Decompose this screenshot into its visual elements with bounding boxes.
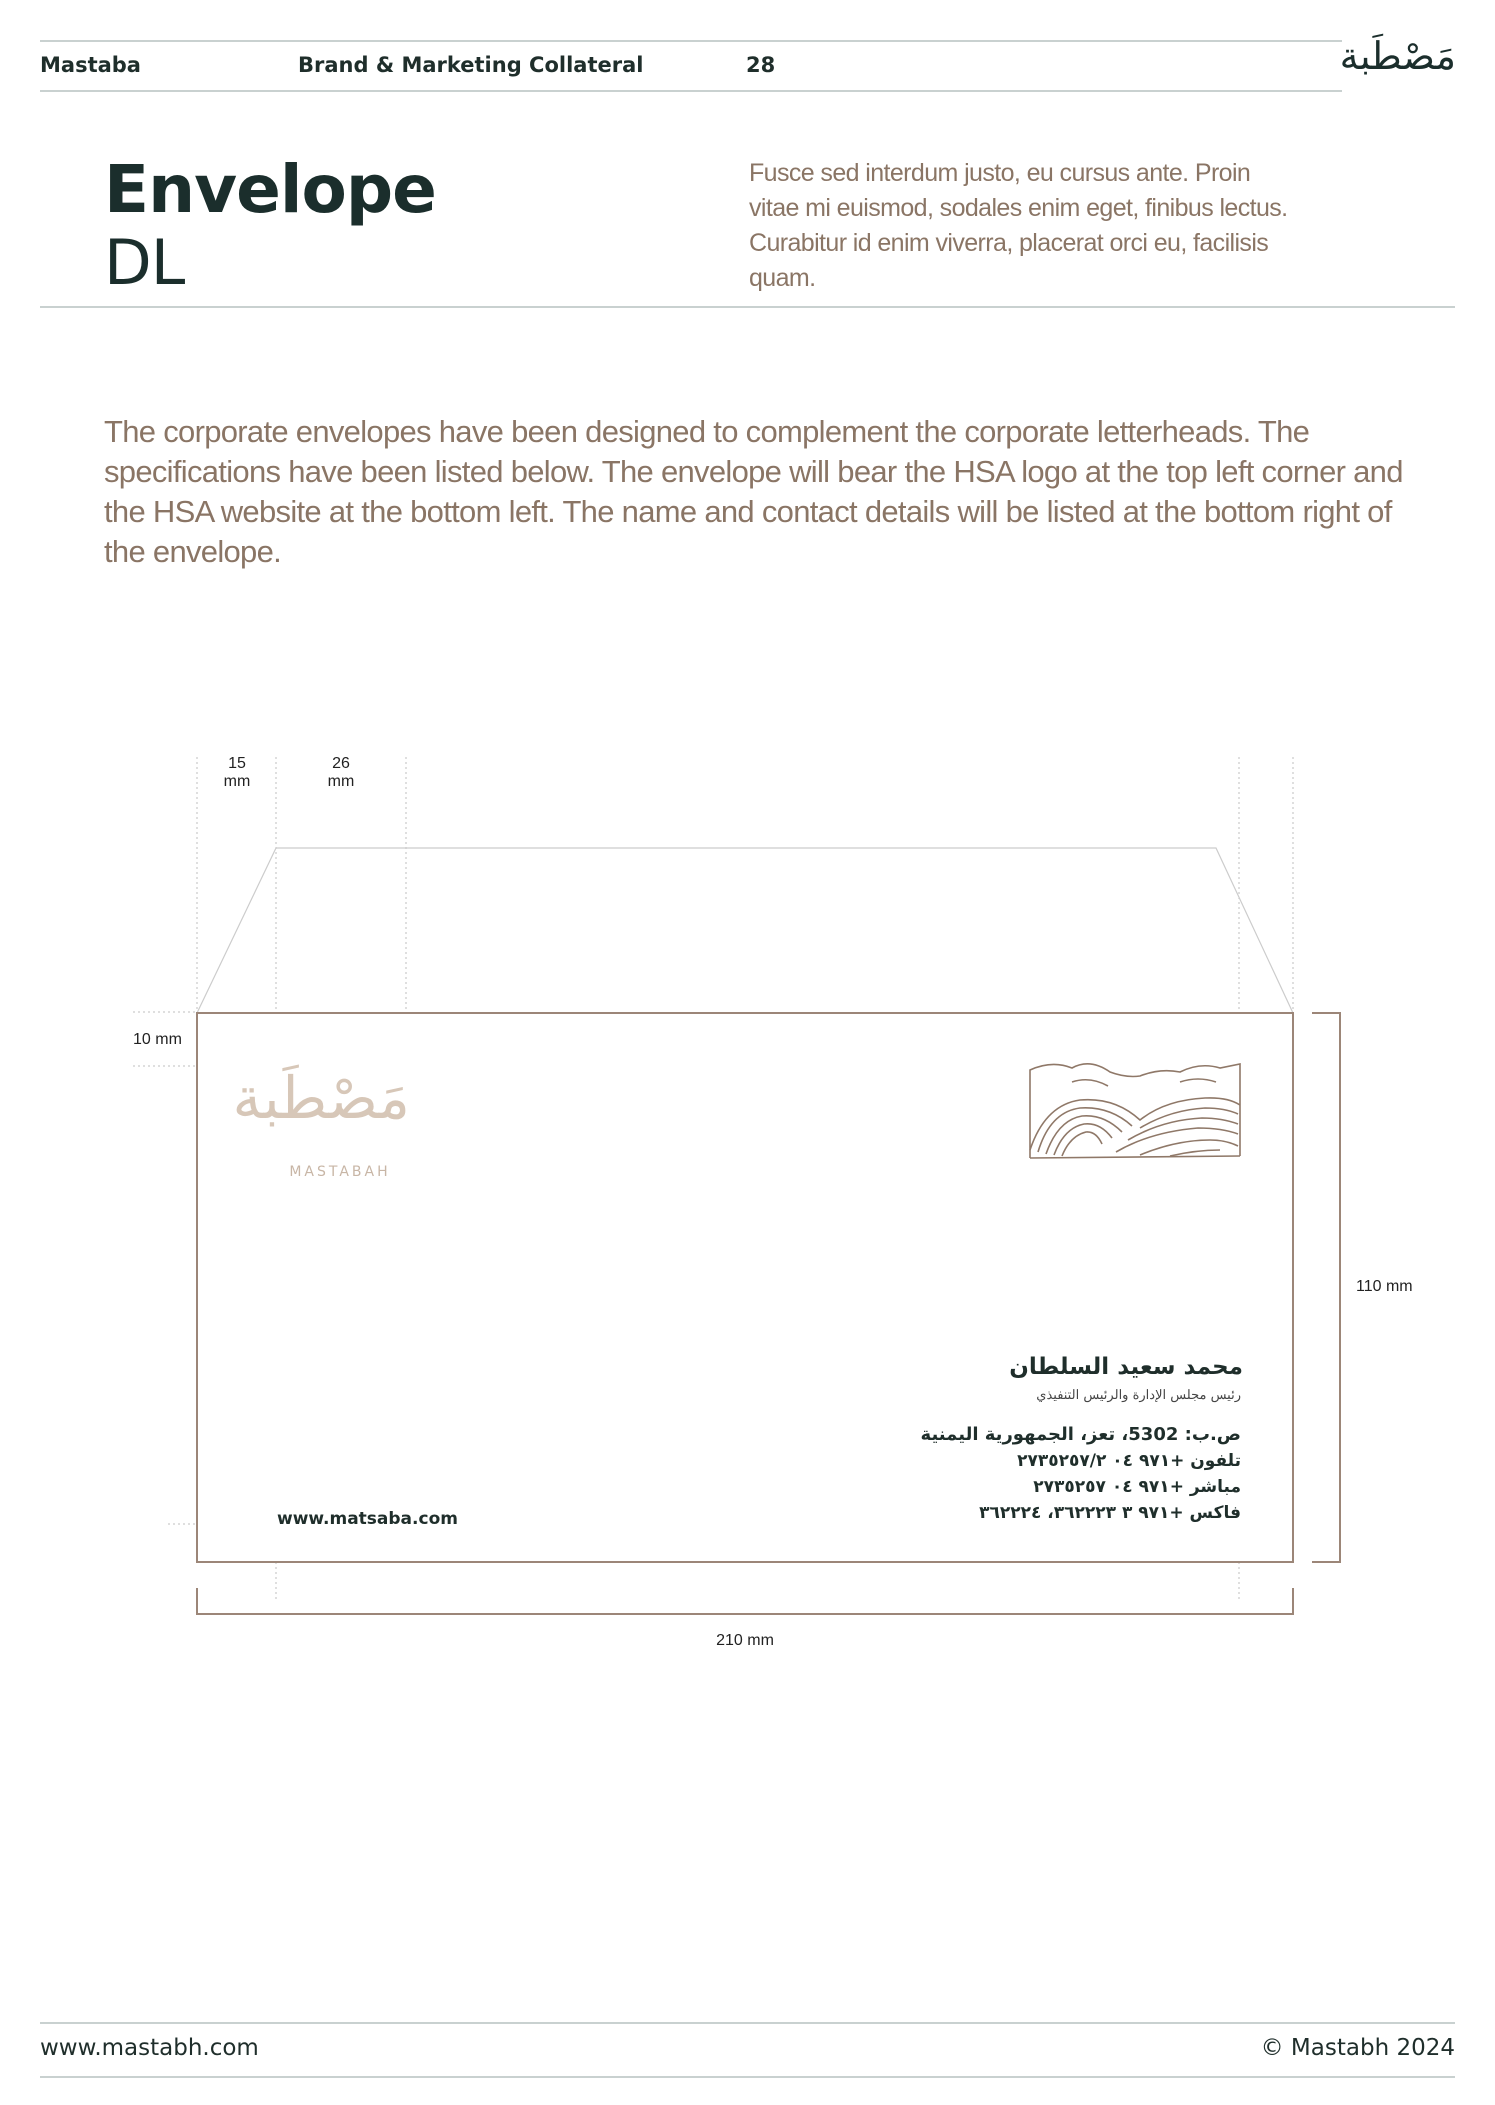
contact-fax: فاكس +٩٧١ ٣ ٣٦٢٢٢٣، ٣٦٢٢٢٤	[979, 1503, 1241, 1523]
dim-height: 110 mm	[1356, 1278, 1413, 1295]
contact-direct: مباشر +٩٧١ ٠٤ ٢٧٣٥٢٥٧	[1033, 1477, 1241, 1497]
dim-width: 210 mm	[716, 1632, 774, 1649]
contact-name: محمد سعيد السلطان	[1009, 1354, 1243, 1380]
header-logo: مَصْطَبة	[1339, 34, 1456, 78]
envelope-logo-arabic: مَصْطَبة	[232, 1064, 410, 1132]
page-title: Envelope	[104, 151, 436, 228]
dim-logo-width-unit: mm	[327, 773, 355, 790]
header-brand: Mastaba	[40, 53, 141, 77]
footer-bottom-rule	[40, 2076, 1455, 2078]
body-paragraph: The corporate envelopes have been designed to complement the corporate letterheads. The specifications have been listed below. The envelope will bear the HSA logo at the top left corner and the HSA website at the bottom left. The name and contact details will be listed at the bottom right of the envelope.	[104, 414, 1403, 569]
dim-left-margin-value: 15	[228, 755, 246, 772]
header-section-title: Brand & Marketing Collateral	[298, 53, 644, 77]
header-page-number: 28	[746, 53, 776, 77]
title-divider	[40, 306, 1455, 308]
contact-po-box: ص.ب: 5302، تعز، الجمهورية اليمنية	[920, 1424, 1241, 1445]
intro-paragraph: Fusce sed interdum justo, eu cursus ante. Proin vitae mi euismod, sodales enim eget, finibus lectus. Curabitur id enim viverra, placerat orci eu, facilisis quam.	[749, 159, 1288, 292]
envelope-diagram	[0, 740, 1495, 1640]
envelope-logo-latin: MASTABAH	[289, 1164, 391, 1180]
header-top-rule	[40, 40, 1342, 42]
dim-left-margin-unit: mm	[223, 773, 251, 790]
contact-title: رئيس مجلس الإدارة والرئيس التنفيذي	[1036, 1388, 1241, 1403]
envelope-website: www.matsaba.com	[277, 1509, 458, 1529]
page-subtitle: DL	[104, 226, 185, 299]
envelope-flap	[197, 848, 1293, 1013]
dim-logo-width-value: 26	[332, 755, 350, 772]
dim-top-margin: 10 mm	[133, 1031, 182, 1048]
footer-top-rule	[40, 2022, 1455, 2024]
footer-copyright: © Mastabh 2024	[1260, 2035, 1455, 2061]
footer-website[interactable]: www.mastabh.com	[40, 2035, 259, 2061]
header-bottom-rule	[40, 90, 1342, 92]
width-bracket	[197, 1588, 1293, 1614]
contact-phone: تلفون +٩٧١ ٠٤ ٢٧٣٥٢٥٧/٢	[1017, 1451, 1241, 1471]
height-bracket	[1312, 1013, 1340, 1562]
